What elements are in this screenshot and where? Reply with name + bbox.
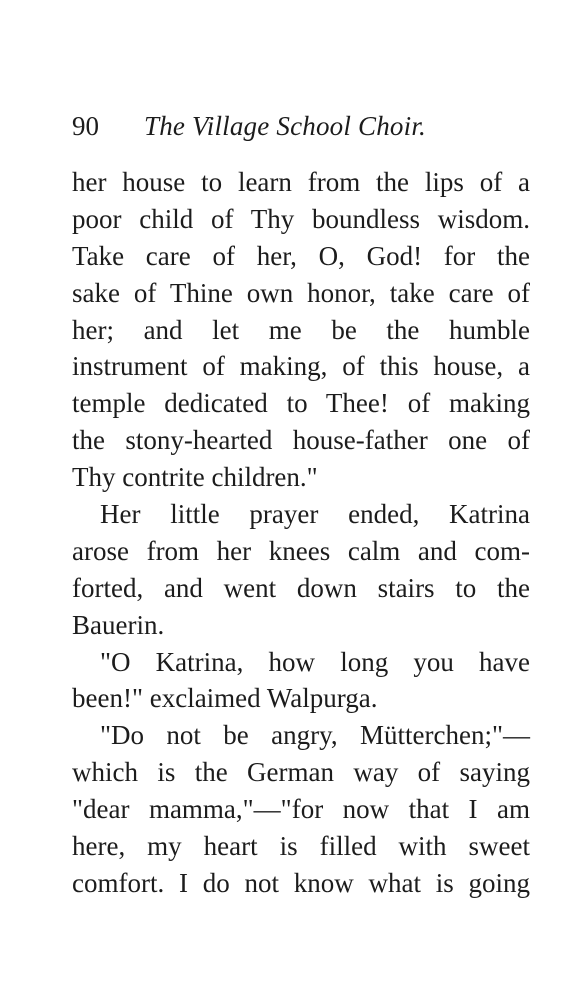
- text-line: her; and let me be the humble: [72, 314, 530, 345]
- text-line: sake of Thine own honor, take care of: [72, 277, 530, 308]
- text-line: her house to learn from the lips of a: [72, 167, 530, 197]
- text-line: here, my heart is filled with sweet: [72, 831, 530, 862]
- text-line: the stony-hearted house-father one of: [72, 425, 530, 456]
- text-line: Bauerin.: [72, 609, 165, 640]
- text-line: temple dedicated to Thee! of making: [72, 388, 530, 419]
- page-number: 90: [72, 111, 99, 141]
- text-line: Take care of her, O, God! for the: [72, 240, 530, 271]
- running-title: The Village School Choir.: [144, 111, 426, 141]
- text-line: instrument of making, of this house, a: [72, 351, 530, 382]
- text-line: been!" exclaimed Walpurga.: [72, 683, 378, 714]
- text-line: which is the German way of saying: [72, 757, 530, 788]
- text-line: poor child of Thy boundless wisdom.: [72, 203, 530, 234]
- text-line: forted, and went down stairs to the: [72, 572, 530, 603]
- text-line: arose from her knees calm and com-: [72, 535, 530, 566]
- text-line: comfort. I do not know what is going: [72, 867, 530, 898]
- body-text: [72, 164, 530, 902]
- text-line: Her little prayer ended, Katrina: [100, 499, 530, 530]
- text-line: "O Katrina, how long you have: [100, 646, 530, 677]
- text-line: "dear mamma,"—"for now that I am: [72, 794, 530, 825]
- text-line: Thy contrite children.": [72, 462, 318, 493]
- text-line: "Do not be angry, Mütterchen;"—: [100, 720, 530, 751]
- running-head: [72, 108, 532, 144]
